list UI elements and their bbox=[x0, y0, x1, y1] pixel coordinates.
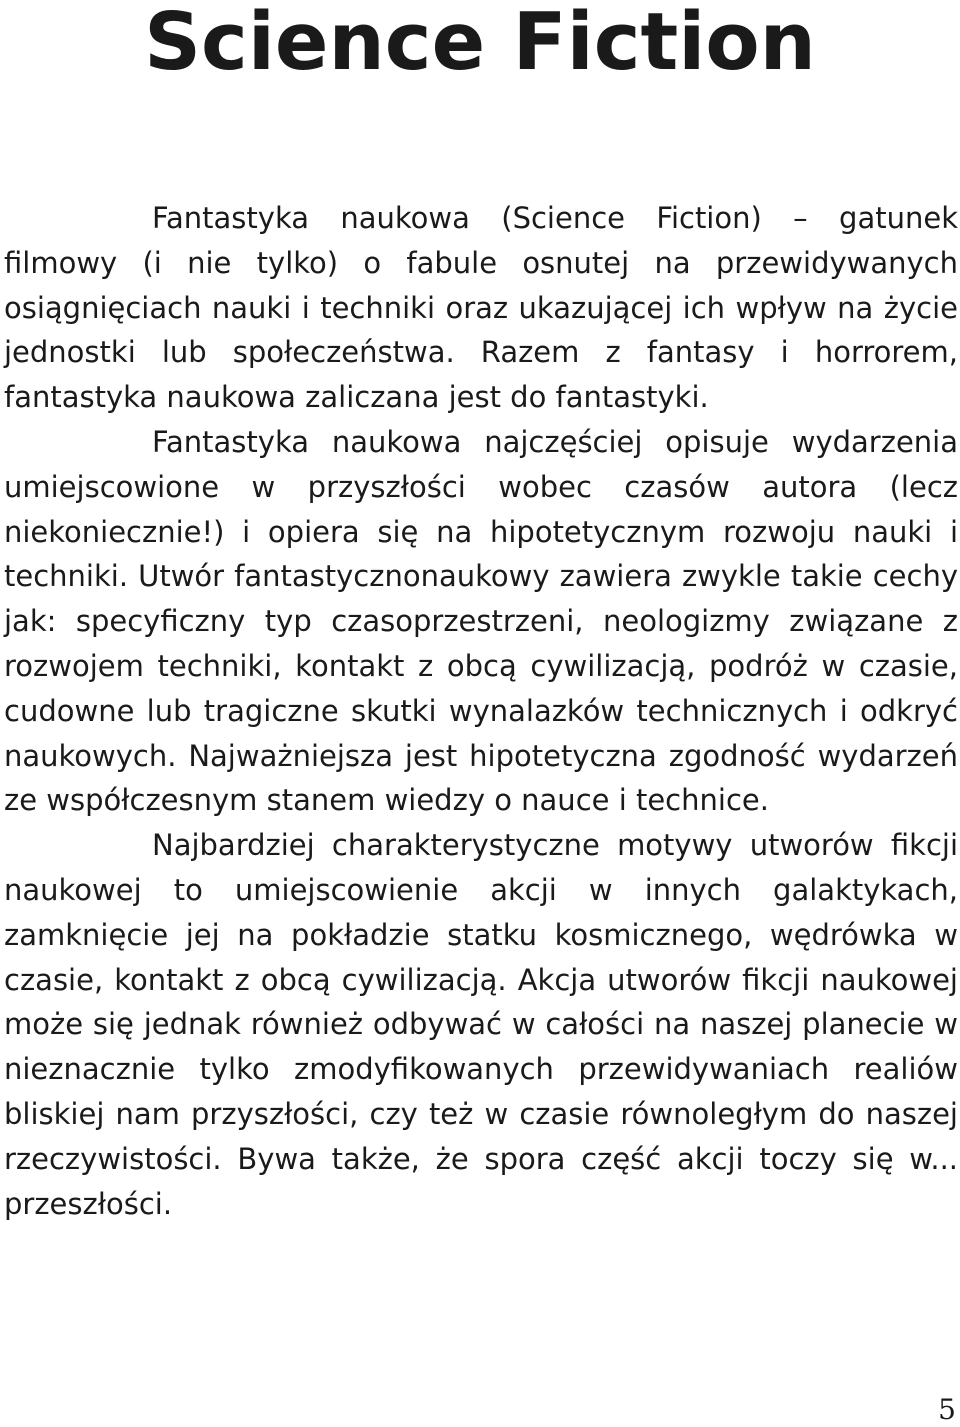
paragraph-motifs: Najbardziej charakterystyczne motywy utworów fikcji naukowej to umiejscowienie akcji w innych galaktykach, zamknięcie jej na pokładzie statku kosmicznego, wędrówka w czasie, kontakt z obcą cywilizacją. Akcja utworów fikcji naukowej może się jednak również odbywać w całości na naszej planecie w nieznacznie tylko zmodyfikowanych przewidywaniach realiów bliskiej nam przyszłości, czy też w czasie równoległym do naszej rzeczywistości. Bywa także, że spora część akcji toczy się w... przeszłości. bbox=[4, 828, 958, 1221]
paragraph-definition: Fantastyka naukowa (Science Fiction) – gatunek filmowy (i nie tylko) o fabule osnutej na przewidywanych osiągnięciach nauki i techniki oraz ukazującej ich wpływ na życie jednostki lub społeczeństwa. Razem z fantasy i horrorem, fantastyka naukowa zaliczana jest do fantastyki. bbox=[4, 201, 958, 415]
article-body bbox=[4, 196, 958, 1226]
paragraph-characteristics: Fantastyka naukowa najczęściej opisuje wydarzenia umiejscowione w przyszłości wobec czasów autora (lecz niekoniecznie!) i opiera się na hipotetycznym rozwoju nauki i techniki. Utwór fantastycznonaukowy zawiera zwykle takie cechy jak: specyficzny typ czasoprzestrzeni, neologizmy związane z rozwojem techniki, kontakt z obcą cywilizacją, podróż w czasie, cudowne lub tragiczne skutki wynalazków technicznych i odkryć naukowych. Najważniejsza jest hipotetyczna zgodność wydarzeń ze współczesnym stanem wiedzy o nauce i technice. bbox=[4, 424, 958, 818]
page-title: Science Fiction bbox=[144, 0, 816, 88]
page-number: 5 bbox=[938, 1393, 956, 1426]
